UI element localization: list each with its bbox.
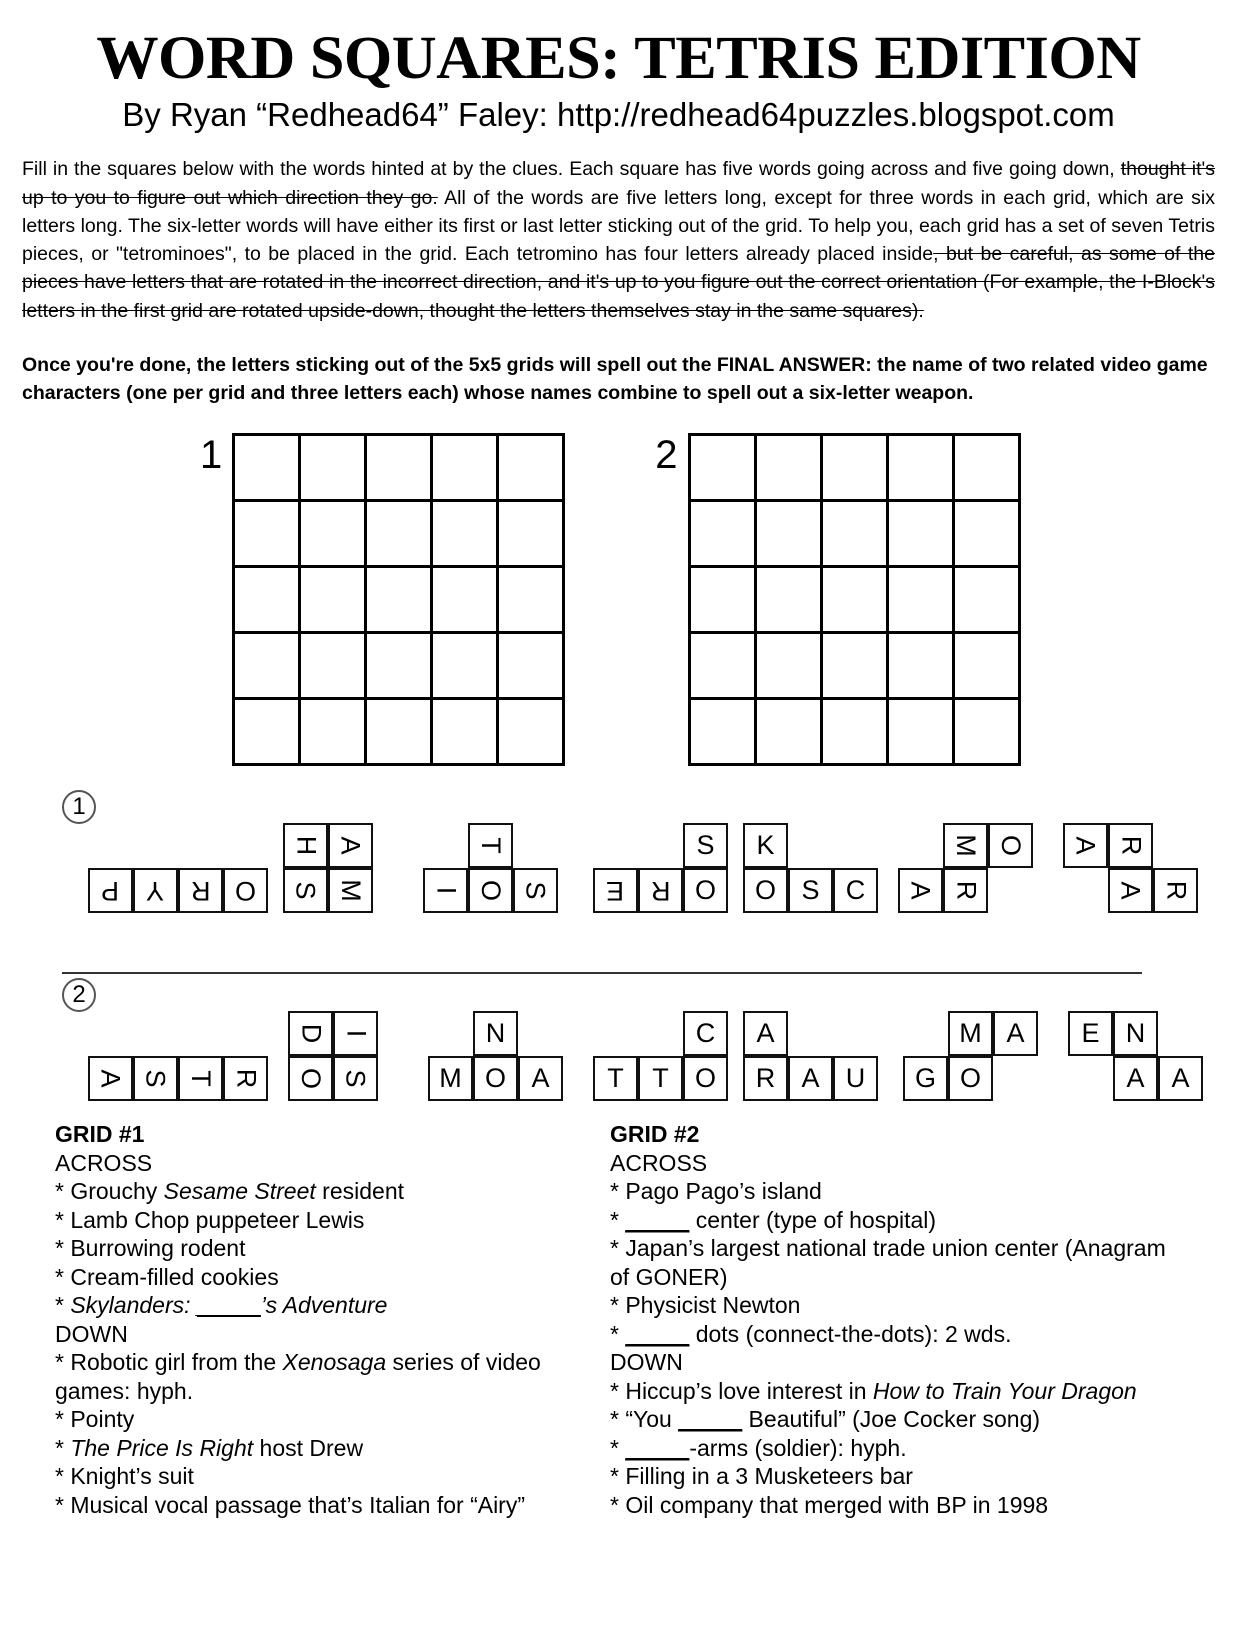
instructions-part-2: All of the words are five letters long, except for three words in each grid, which are six letters long. The six-letter words will have either its first or last letter sticking out of the grid. To help you, each grid has a set of seven Tetris pieces, or "tetrominoes", to be placed in the grid. Each tetromino has four letters already placed inside bbox=[22, 186, 1215, 266]
tetromino-cell bbox=[1153, 868, 1198, 913]
tetromino-letter: A bbox=[1006, 1018, 1025, 1049]
tetromino-letter: O bbox=[234, 876, 256, 907]
clue-item: * Grouchy Sesame Street resident bbox=[55, 1178, 405, 1205]
clue-item: * Oil company that merged with BP in 1998 bbox=[610, 1491, 1049, 1518]
tetromino-letter: Y bbox=[146, 876, 165, 907]
tetromino-row-2 bbox=[0, 972, 1237, 1142]
grid-cell[interactable] bbox=[433, 568, 499, 634]
byline: By Ryan “Redhead64” Faley: http://redhead64puzzles.blogspot.com bbox=[122, 96, 1115, 133]
tetromino-letter: A bbox=[801, 1063, 820, 1094]
tetromino-cell bbox=[178, 868, 223, 913]
tetromino-cell bbox=[88, 868, 133, 913]
grid-cell[interactable] bbox=[889, 634, 955, 700]
tetromino-letter: M bbox=[439, 1063, 462, 1094]
grid-cell[interactable] bbox=[367, 700, 433, 766]
tetromino-letter: N bbox=[1125, 1018, 1146, 1049]
tetromino-row-1 bbox=[0, 784, 1237, 954]
tetromino-letter: R bbox=[1161, 881, 1191, 901]
clue-item: * Knight’s suit bbox=[55, 1463, 194, 1490]
clue-column-grid-1 bbox=[0, 1120, 600, 1519]
clue-item: * Lamb Chop puppeteer Lewis bbox=[55, 1206, 365, 1233]
grid-cell[interactable] bbox=[301, 502, 367, 568]
tetromino-letter: K bbox=[756, 830, 775, 861]
tetromino-letter: S bbox=[290, 881, 321, 900]
tetromino-cell bbox=[988, 823, 1033, 868]
grid-cell[interactable] bbox=[433, 436, 499, 502]
tetromino-cell bbox=[833, 868, 878, 913]
tetromino-letter: M bbox=[959, 1018, 982, 1049]
grid-cell[interactable] bbox=[757, 700, 823, 766]
tetromino-letter: R bbox=[190, 876, 211, 907]
grid-cell[interactable] bbox=[691, 568, 757, 634]
tetromino-letter: O bbox=[484, 1063, 506, 1094]
tetromino-cell bbox=[948, 1056, 993, 1101]
tetromino-letter: O bbox=[754, 875, 776, 906]
tetromino-letter: O bbox=[694, 1063, 716, 1094]
tetromino-cell bbox=[178, 1056, 223, 1101]
clue-item: * Skylanders: _____’s Adventure bbox=[55, 1292, 388, 1319]
tetromino-cell bbox=[593, 868, 638, 913]
clue-item: * Pago Pago’s island bbox=[610, 1178, 822, 1205]
tetromino-letter: A bbox=[531, 1063, 550, 1094]
tetromino-cell bbox=[948, 1011, 993, 1056]
tetromino-letter: S bbox=[140, 1069, 171, 1088]
tetromino-letter: C bbox=[695, 1018, 716, 1049]
tetromino-cell bbox=[283, 823, 328, 868]
tetromino-cell bbox=[683, 1011, 728, 1056]
grid-cell[interactable] bbox=[301, 436, 367, 502]
tetromino-cell bbox=[1063, 823, 1108, 868]
tetromino-cell bbox=[473, 1011, 518, 1056]
tetromino-cell bbox=[283, 868, 328, 913]
grid-cell[interactable] bbox=[955, 502, 1021, 568]
grid-cell[interactable] bbox=[301, 700, 367, 766]
grid-cell[interactable] bbox=[235, 502, 301, 568]
tetromino-letter: M bbox=[951, 834, 981, 858]
grid-cell[interactable] bbox=[301, 568, 367, 634]
grid-cell[interactable] bbox=[955, 568, 1021, 634]
grid-cell[interactable] bbox=[889, 700, 955, 766]
tetromino-letter: S bbox=[340, 1069, 371, 1088]
tetromino-cell bbox=[133, 868, 178, 913]
tetromino-cell bbox=[743, 1011, 788, 1056]
tetromino-letter: A bbox=[95, 1069, 126, 1088]
tetromino-letter: T bbox=[476, 837, 506, 855]
tetromino-pieces-1 bbox=[88, 818, 1191, 938]
clue-item: * _____ dots (connect-the-dots): 2 wds. bbox=[610, 1320, 1012, 1347]
tetromino-cell bbox=[1158, 1056, 1203, 1101]
grid-cell[interactable] bbox=[301, 634, 367, 700]
tetromino-letter: R bbox=[755, 1063, 776, 1094]
clue-item: * Cream-filled cookies bbox=[55, 1263, 279, 1290]
grid-cell[interactable] bbox=[823, 502, 889, 568]
grid-cell[interactable] bbox=[955, 436, 1021, 502]
tetromino-pieces-2 bbox=[88, 1006, 1190, 1126]
tetromino-cell bbox=[1108, 823, 1153, 868]
grid-cell[interactable] bbox=[367, 502, 433, 568]
tetromino-letter: E bbox=[1081, 1018, 1100, 1049]
clue-down-label-1: DOWN bbox=[55, 1320, 128, 1347]
clue-item: * The Price Is Right host Drew bbox=[55, 1434, 364, 1461]
tetromino-letter: O bbox=[694, 875, 716, 906]
clue-heading-grid-1: GRID #1 bbox=[55, 1121, 145, 1147]
tetromino-set-badge-1: 1 bbox=[62, 790, 96, 824]
tetromino-cell bbox=[88, 1056, 133, 1101]
grid-cell[interactable] bbox=[955, 700, 1021, 766]
tetromino-letter: C bbox=[845, 875, 866, 906]
grid-block-1 bbox=[200, 433, 565, 766]
clue-item: * Robotic girl from the Xenosaga series of video games: hyph. bbox=[55, 1349, 541, 1404]
grid-cell[interactable] bbox=[823, 568, 889, 634]
grid-cell[interactable] bbox=[499, 634, 565, 700]
tetromino-letter: E bbox=[606, 876, 625, 907]
clues-section bbox=[0, 1120, 1237, 1519]
grid-cell[interactable] bbox=[757, 436, 823, 502]
clue-across-label-2: ACROSS bbox=[610, 1149, 708, 1176]
tetromino-letter: U bbox=[845, 1063, 866, 1094]
tetromino-cell bbox=[423, 868, 468, 913]
tetromino-letter: O bbox=[959, 1063, 981, 1094]
tetromino-letter: A bbox=[1171, 1063, 1190, 1094]
tetromino-cell bbox=[683, 823, 728, 868]
tetromino-letter: T bbox=[186, 1070, 216, 1088]
tetromino-letter: D bbox=[296, 1024, 326, 1044]
grid-cell[interactable] bbox=[823, 436, 889, 502]
tetromino-letter: P bbox=[101, 876, 120, 907]
tetromino-letter: A bbox=[905, 881, 936, 900]
tetromino-letter: O bbox=[475, 880, 506, 902]
tetromino-cell bbox=[1113, 1011, 1158, 1056]
instructions-struck-2: , but be careful, as some of the pieces have letters that are rotated in the incorrect direction, and it's up to you figure out the correct orientation (For example, the I-Block's letters in the first grid are rotated upside-down, thought the letters themselves stay in the same squares). bbox=[22, 243, 1215, 322]
section-divider bbox=[62, 972, 1142, 974]
tetromino-cell bbox=[1068, 1011, 1113, 1056]
tetromino-letter: H bbox=[291, 836, 321, 856]
tetromino-cell bbox=[288, 1056, 333, 1101]
grid-cell[interactable] bbox=[757, 634, 823, 700]
tetromino-cell bbox=[683, 868, 728, 913]
puzzle-grid-2[interactable] bbox=[688, 433, 1021, 766]
grid-cell[interactable] bbox=[823, 700, 889, 766]
tetromino-cell bbox=[513, 868, 558, 913]
tetromino-letter: S bbox=[801, 875, 820, 906]
clue-item: * Hiccup’s love interest in How to Train Your Dragon bbox=[610, 1377, 1137, 1404]
tetromino-letter: T bbox=[607, 1063, 624, 1094]
tetromino-cell bbox=[788, 1056, 833, 1101]
tetromino-cell bbox=[468, 823, 513, 868]
tetromino-cell bbox=[638, 868, 683, 913]
puzzle-grid-1[interactable] bbox=[232, 433, 565, 766]
puzzle-page bbox=[0, 25, 1237, 1628]
tetromino-cell bbox=[683, 1056, 728, 1101]
grid-cell[interactable] bbox=[367, 436, 433, 502]
grid-cell[interactable] bbox=[889, 436, 955, 502]
tetromino-cell bbox=[898, 868, 943, 913]
tetromino-cell bbox=[468, 868, 513, 913]
grid-cell[interactable] bbox=[955, 634, 1021, 700]
tetromino-cell bbox=[223, 1056, 268, 1101]
tetromino-cell bbox=[223, 868, 268, 913]
grid-cell[interactable] bbox=[889, 568, 955, 634]
tetromino-cell bbox=[428, 1056, 473, 1101]
tetromino-cell bbox=[903, 1056, 948, 1101]
clue-column-grid-2 bbox=[600, 1120, 1190, 1519]
clue-down-label-2: DOWN bbox=[610, 1349, 683, 1376]
tetromino-cell bbox=[943, 868, 988, 913]
tetromino-cell bbox=[473, 1056, 518, 1101]
tetromino-cell bbox=[943, 823, 988, 868]
tetromino-cell bbox=[133, 1056, 178, 1101]
grid-cell[interactable] bbox=[433, 700, 499, 766]
clue-item: * Filling in a 3 Musketeers bar bbox=[610, 1463, 913, 1490]
grid-cell[interactable] bbox=[499, 568, 565, 634]
tetromino-set-badge-2: 2 bbox=[62, 978, 96, 1012]
grid-cell[interactable] bbox=[367, 634, 433, 700]
instructions-paragraph bbox=[22, 155, 1215, 325]
grid-cell[interactable] bbox=[823, 634, 889, 700]
clue-across-label-1: ACROSS bbox=[55, 1149, 153, 1176]
tetromino-cell bbox=[1113, 1056, 1158, 1101]
tetromino-letter: R bbox=[650, 876, 671, 907]
tetromino-letter: I bbox=[340, 1030, 371, 1038]
grid-cell[interactable] bbox=[235, 634, 301, 700]
tetromino-letter: S bbox=[520, 881, 551, 900]
tetromino-letter: A bbox=[1126, 1063, 1145, 1094]
grid-cell[interactable] bbox=[757, 568, 823, 634]
grid-cell[interactable] bbox=[691, 634, 757, 700]
tetromino-cell bbox=[833, 1056, 878, 1101]
grid-cell[interactable] bbox=[691, 700, 757, 766]
instructions-part-1: Fill in the squares below with the words hinted at by the clues. Each square has five words going across and five going down, bbox=[22, 158, 1121, 181]
final-answer-note: Once you're done, the letters sticking out of the 5x5 grids will spell out the FINAL ANSWER: the name of two related video game characters (one per grid and three letters each) whose names combine to spell out a six-letter weapon. bbox=[22, 353, 1208, 405]
tetromino-letter: T bbox=[652, 1063, 669, 1094]
tetromino-cell bbox=[518, 1056, 563, 1101]
instructions-struck-1: thought it's up to you to figure out which direction they go. bbox=[22, 158, 1215, 209]
clue-item: * Burrowing rodent bbox=[55, 1235, 246, 1262]
grid-cell[interactable] bbox=[433, 502, 499, 568]
tetromino-letter: S bbox=[696, 830, 715, 861]
tetromino-letter: I bbox=[430, 887, 461, 895]
clue-item: * Musical vocal passage that’s Italian for “Airy” bbox=[55, 1491, 525, 1518]
grid-cell[interactable] bbox=[433, 634, 499, 700]
tetromino-letter: G bbox=[914, 1063, 936, 1094]
tetromino-letter: A bbox=[1070, 836, 1101, 855]
grid-cell[interactable] bbox=[235, 436, 301, 502]
tetromino-cell bbox=[743, 823, 788, 868]
tetromino-cell bbox=[288, 1011, 333, 1056]
tetromino-letter: O bbox=[295, 1068, 326, 1090]
grid-cell[interactable] bbox=[367, 568, 433, 634]
tetromino-letter: A bbox=[335, 836, 366, 855]
grid-number-2: 2 bbox=[655, 433, 678, 478]
clue-item: * _____-arms (soldier): hyph. bbox=[610, 1434, 907, 1461]
tetromino-cell bbox=[743, 868, 788, 913]
tetromino-cell bbox=[788, 868, 833, 913]
clue-item: * Physicist Newton bbox=[610, 1292, 801, 1319]
tetromino-cell bbox=[333, 1056, 378, 1101]
clue-item: * Japan’s largest national trade union center (Anagram of GONER) bbox=[610, 1235, 1166, 1290]
grid-cell[interactable] bbox=[499, 700, 565, 766]
tetromino-cell bbox=[333, 1011, 378, 1056]
grid-cell[interactable] bbox=[235, 568, 301, 634]
grid-cell[interactable] bbox=[889, 502, 955, 568]
clue-item: * Pointy bbox=[55, 1406, 135, 1433]
grids-row bbox=[0, 433, 1237, 766]
tetromino-letter: M bbox=[336, 879, 366, 903]
page-title: WORD SQUARES: TETRIS EDITION bbox=[96, 25, 1141, 92]
tetromino-letter: R bbox=[1116, 836, 1146, 856]
tetromino-letter: R bbox=[231, 1069, 261, 1089]
grid-cell[interactable] bbox=[691, 436, 757, 502]
grid-cell[interactable] bbox=[499, 502, 565, 568]
tetromino-cell bbox=[743, 1056, 788, 1101]
tetromino-cell bbox=[638, 1056, 683, 1101]
tetromino-letter: O bbox=[995, 835, 1026, 857]
tetromino-cell bbox=[328, 868, 373, 913]
tetromino-cell bbox=[993, 1011, 1038, 1056]
tetromino-cell bbox=[328, 823, 373, 868]
grid-cell[interactable] bbox=[691, 502, 757, 568]
tetromino-cell bbox=[1108, 868, 1153, 913]
clue-item: * “You _____ Beautiful” (Joe Cocker song) bbox=[610, 1406, 1041, 1433]
grid-cell[interactable] bbox=[235, 700, 301, 766]
grid-number-1: 1 bbox=[200, 433, 223, 478]
clue-item: * _____ center (type of hospital) bbox=[610, 1206, 937, 1233]
tetromino-letter: N bbox=[485, 1018, 506, 1049]
grid-block-2 bbox=[655, 433, 1020, 766]
grid-cell[interactable] bbox=[757, 502, 823, 568]
grid-cell[interactable] bbox=[499, 436, 565, 502]
tetromino-letter: R bbox=[951, 881, 981, 901]
tetromino-letter: A bbox=[1115, 881, 1146, 900]
clue-heading-grid-2: GRID #2 bbox=[610, 1121, 700, 1147]
tetromino-cell bbox=[593, 1056, 638, 1101]
tetromino-letter: A bbox=[756, 1018, 775, 1049]
